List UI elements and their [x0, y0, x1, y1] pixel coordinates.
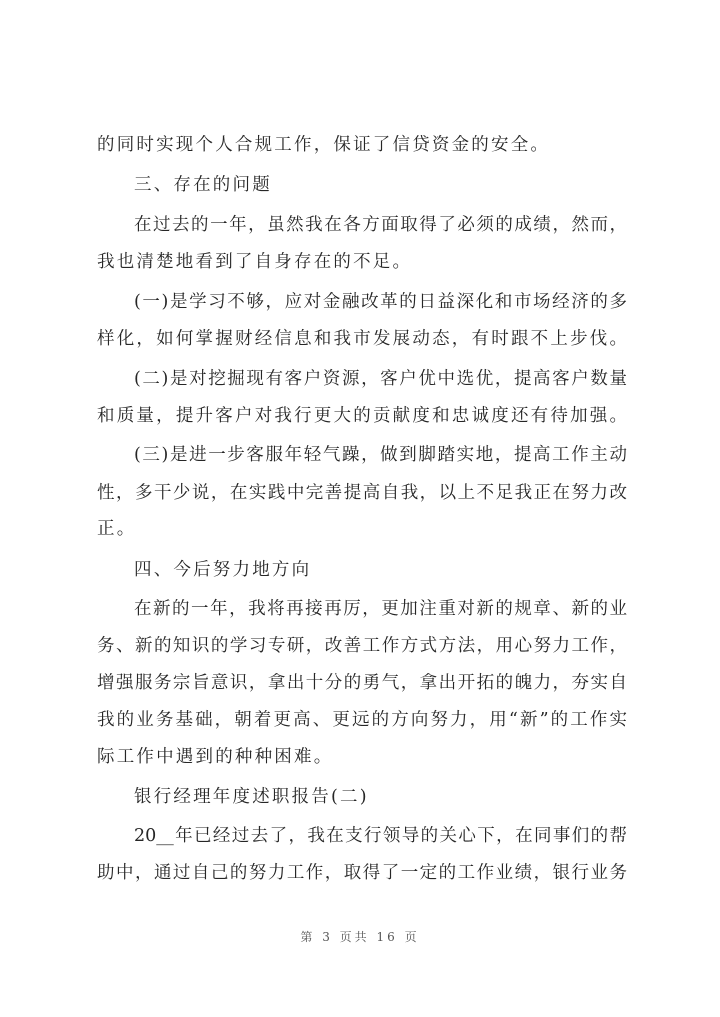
text-line: 20__年已经过去了，我在支行领导的关心下，在同事们的帮 [134, 826, 627, 846]
text-line: 增强服务宗旨意识，拿出十分的勇气，拿出开拓的魄力，夯实自 [97, 673, 627, 693]
text-line: (三)是进一步客服年轻气躁，做到脚踏实地，提高工作主动 [134, 445, 627, 465]
text-line: 的同时实现个人合规工作，保证了信贷资金的安全。 [97, 135, 551, 155]
text-line: 我也清楚地看到了自身存在的不足。 [97, 252, 413, 272]
text-line: 务、新的知识的学习专研，改善工作方式方法，用心努力工作， [97, 636, 627, 656]
text-line: 性，多干少说，在实践中完善提高自我，以上不足我正在努力改 [97, 483, 627, 503]
report-subtitle: 银行经理年度述职报告(二) [134, 787, 369, 807]
text-line: 和质量，提升客户对我行更大的贡献度和忠诚度还有待加强。 [97, 406, 627, 426]
text-line: 助中，通过自己的努力工作，取得了一定的工作业绩，银行业务 [97, 863, 627, 883]
text-line: 正。 [97, 519, 137, 539]
section-heading: 四、今后努力地方向 [134, 560, 312, 580]
text-line: 在新的一年，我将再接再厉，更加注重对新的规章、新的业 [134, 599, 627, 619]
page-number-footer: 第 3 页共 16 页 [300, 930, 420, 944]
text-line: (二)是对挖掘现有客户资源，客户优中选优，提高客户数量 [134, 369, 627, 389]
section-heading: 三、存在的问题 [134, 175, 272, 195]
text-line: (一)是学习不够，应对金融改革的日益深化和市场经济的多 [134, 292, 627, 312]
text-line: 我的业务基础，朝着更高、更远的方向努力，用“新”的工作实 [97, 710, 627, 730]
text-line: 际工作中遇到的种种困难。 [97, 747, 334, 767]
text-line: 在过去的一年，虽然我在各方面取得了必须的成绩，然而， [134, 215, 627, 235]
text-line: 样化，如何掌握财经信息和我市发展动态，有时跟不上步伐。 [97, 329, 627, 349]
